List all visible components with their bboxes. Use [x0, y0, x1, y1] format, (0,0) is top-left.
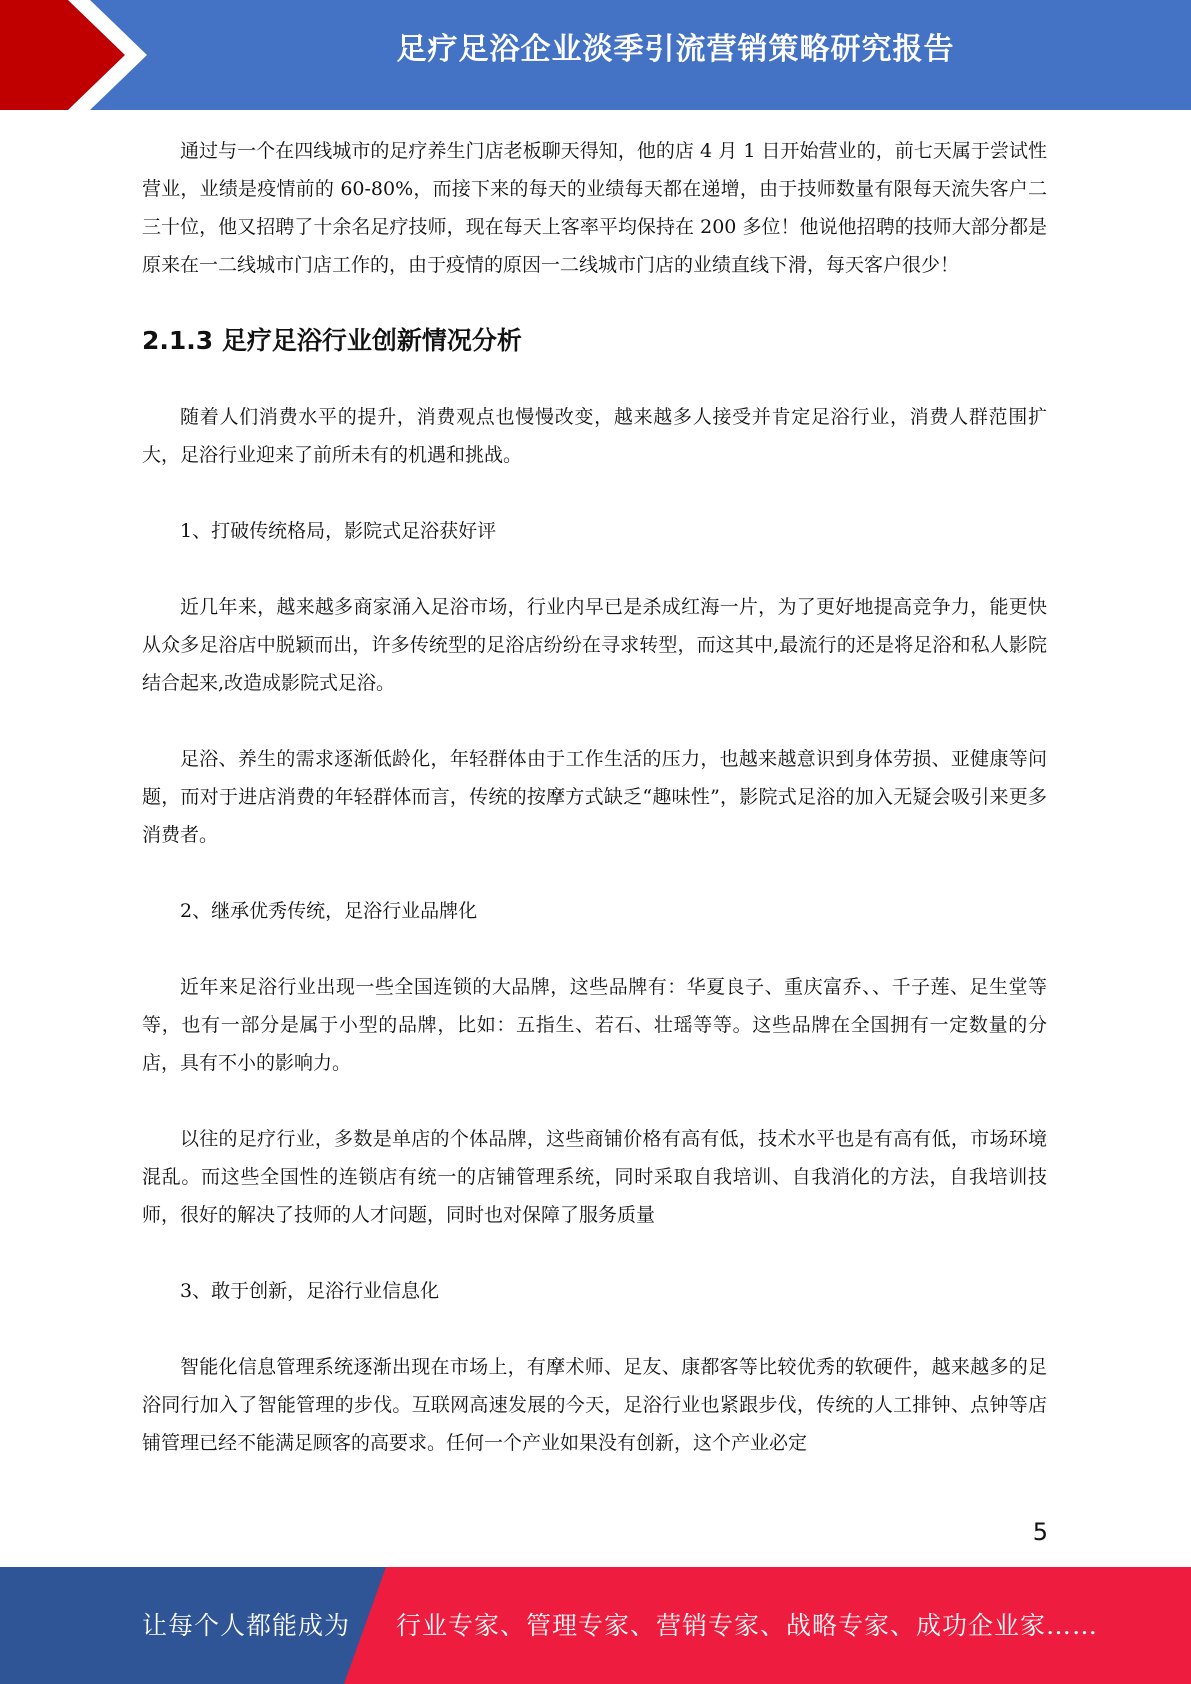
list-item-1-heading: 1、打破传统格局，影院式足浴获好评: [180, 520, 497, 542]
list-item-3-heading: 3、敢于创新，足浴行业信息化: [180, 1280, 440, 1302]
footer-slogan-right: 行业专家、管理专家、营销专家、战略专家、成功企业家……: [396, 1611, 1099, 1640]
list-item-1-paragraph-1: 近几年来，越来越多商家涌入足浴市场，行业内早已是杀成红海一片，为了更好地提高竞争力，能更快从众多足浴店中脱颖而出，许多传统型的足浴店纷纷在寻求转型，而这其中,最流行的还是将足浴和私人影院结合起来,改造成影院式足浴。: [142, 596, 1047, 694]
list-item-2-heading: 2、继承优秀传统，足浴行业品牌化: [180, 900, 478, 922]
list-item-1-paragraph-2: 足浴、养生的需求逐渐低龄化，年轻群体由于工作生活的压力，也越来越意识到身体劳损、亚健康等问题，而对于进店消费的年轻群体而言，传统的按摩方式缺乏“趣味性”，影院式足浴的加入无疑会吸引来更多消费者。: [142, 748, 1047, 846]
report-title: 足疗足浴企业淡季引流营销策略研究报告: [396, 32, 955, 67]
page-number: 5: [1032, 1518, 1048, 1546]
document-body: [142, 132, 1047, 1462]
page-header: [0, 0, 1191, 110]
page-footer: [0, 1567, 1191, 1684]
section-paragraph: 随着人们消费水平的提升，消费观点也慢慢改变，越来越多人接受并肯定足浴行业，消费人群范围扩大，足浴行业迎来了前所未有的机遇和挑战。: [142, 406, 1047, 466]
list-item-2-paragraph-2: 以往的足疗行业，多数是单店的个体品牌，这些商铺价格有高有低，技术水平也是有高有低，市场环境混乱。而这些全国性的连锁店有统一的店铺管理系统，同时采取自我培训、自我消化的方法，自我培训技师，很好的解决了技师的人才问题，同时也对保障了服务质量: [142, 1128, 1047, 1226]
list-item-3-paragraph-1: 智能化信息管理系统逐渐出现在市场上，有摩术师、足友、康都客等比较优秀的软硬件，越来越多的足浴同行加入了智能管理的步伐。互联网高速发展的今天，足浴行业也紧跟步伐，传统的人工排钟、点钟等店铺管理已经不能满足顾客的高要求。任何一个产业如果没有创新，这个产业必定: [142, 1356, 1047, 1454]
footer-slogan-left: 让每个人都能成为: [142, 1611, 351, 1640]
list-item-2-paragraph-1: 近年来足浴行业出现一些全国连锁的大品牌，这些品牌有：华夏良子、重庆富乔、、千子莲、足生堂等等，也有一部分是属于小型的品牌，比如：五指生、若石、壮瑶等等。这些品牌在全国拥有一定数量的分店，具有不小的影响力。: [142, 976, 1047, 1074]
section-title: 2.1.3 足疗足浴行业创新情况分析: [142, 326, 522, 355]
header-arrow-decoration: [0, 0, 160, 110]
intro-paragraph: 通过与一个在四线城市的足疗养生门店老板聊天得知，他的店 4 月 1 日开始营业的，前七天属于尝试性营业，业绩是疫情前的 60-80%，而接下来的每天的业绩每天都在递增，由于技师数量有限每天流失客户二三十位，他又招聘了十余名足疗技师，现在每天上客率平均保持在 200 多位！他说他招聘的技师大部分都是原来在一二线城市门店工作的，由于疫情的原因一二线城市门店的业绩直线下滑，每天客户很少！: [142, 140, 1047, 276]
